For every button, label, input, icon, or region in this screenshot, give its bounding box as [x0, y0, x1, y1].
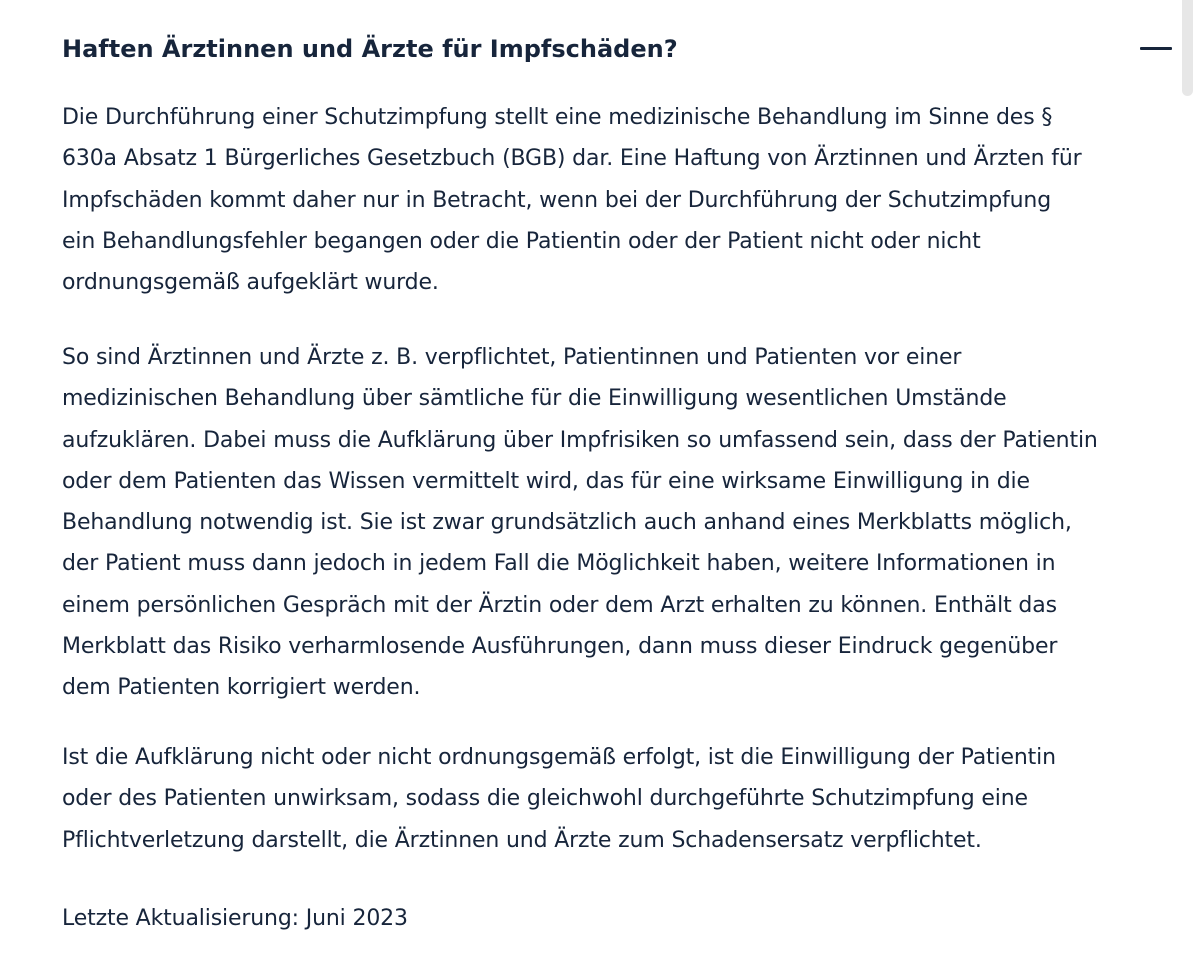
paragraph-liability-basis: [62, 97, 1082, 303]
text-line: ein Behandlungsfehler begangen oder die Patientin oder der Patient nicht oder nicht: [62, 228, 981, 254]
accordion-title: Haften Ärztinnen und Ärzte für Impfschäden?: [62, 35, 678, 63]
text-line: Impfschäden kommt daher nur in Betracht, wenn bei der Durchführung der Schutzimpfung: [62, 187, 1052, 213]
text-line: Pflichtverletzung darstellt, die Ärztinnen und Ärzte zum Schadensersatz verpflichtet.: [62, 827, 982, 853]
paragraph-consequences: [62, 737, 1056, 861]
text-line: oder des Patienten unwirksam, sodass die gleichwohl durchgeführte Schutzimpfung eine: [62, 786, 1028, 812]
text-line: Die Durchführung einer Schutzimpfung stellt eine medizinische Behandlung im Sinne des §: [62, 105, 1053, 130]
text-line: ordnungsgemäß aufgeklärt wurde.: [62, 270, 439, 296]
text-line: der Patient muss dann jedoch in jedem Fall die Möglichkeit haben, weitere Informationen in: [62, 551, 1056, 577]
paragraph-duty-to-inform: [62, 337, 1098, 709]
text-line: oder dem Patienten das Wissen vermittelt wird, das für eine wirksame Einwilligung in die: [62, 468, 1030, 494]
text-line: Behandlung notwendig ist. Sie ist zwar grundsätzlich auch anhand eines Merkblatts möglich,: [62, 510, 1072, 536]
text-line: So sind Ärztinnen und Ärzte z. B. verpflichtet, Patientinnen und Patienten vor einer: [62, 345, 962, 370]
text-line: Ist die Aufklärung nicht oder nicht ordnungsgemäß erfolgt, ist die Einwilligung der Patientin: [62, 745, 1056, 770]
scrollbar[interactable]: [1175, 0, 1200, 957]
text-line: 630a Absatz 1 Bürgerliches Gesetzbuch (BGB) dar. Eine Haftung von Ärztinnen und Ärzten für: [62, 146, 1082, 172]
accordion-header[interactable]: [62, 26, 1172, 72]
text-line: einem persönlichen Gespräch mit der Ärztin oder dem Arzt erhalten zu können. Enthält das: [62, 592, 1057, 618]
text-line: aufzuklären. Dabei muss die Aufklärung über Impfrisiken so umfassend sein, dass der Patientin: [62, 427, 1098, 453]
text-line: Merkblatt das Risiko verharmlosende Ausführungen, dann muss dieser Eindruck gegenüber: [62, 634, 1058, 660]
scrollbar-thumb[interactable]: [1182, 0, 1193, 96]
last-updated: Letzte Aktualisierung: Juni 2023: [62, 906, 408, 931]
text-line: dem Patienten korrigiert werden.: [62, 675, 421, 701]
minus-icon[interactable]: [1140, 26, 1172, 72]
text-line: medizinischen Behandlung über sämtliche für die Einwilligung wesentlichen Umstände: [62, 386, 1007, 412]
